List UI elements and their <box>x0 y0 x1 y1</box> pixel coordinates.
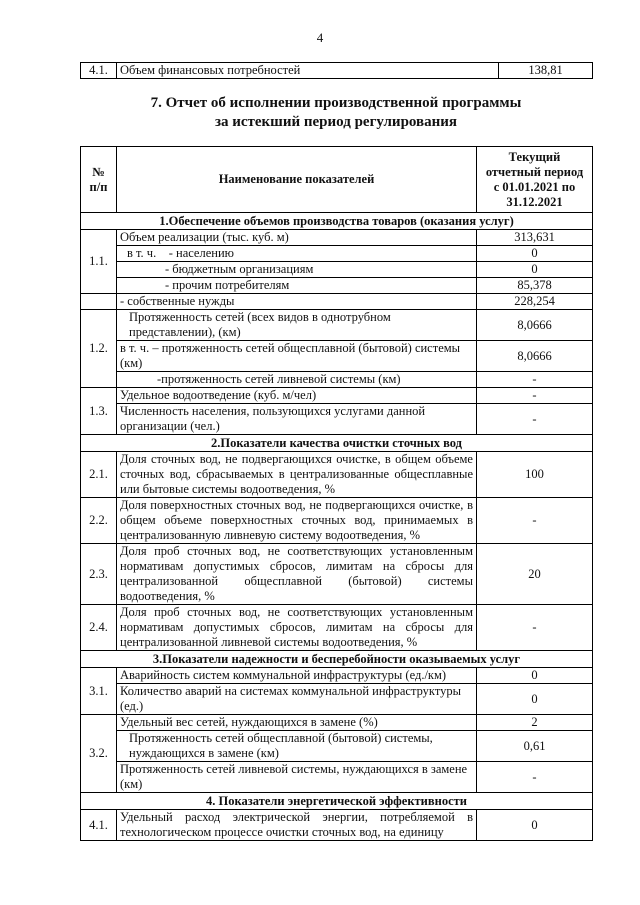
header-name: Наименование показателей <box>117 147 477 213</box>
section-heading <box>80 94 592 132</box>
row-value: 313,631 <box>477 230 593 246</box>
table-row <box>81 310 593 341</box>
row-value: - <box>477 372 593 388</box>
table-row <box>81 262 593 278</box>
row-name: в т. ч. – протяженность сетей общесплавной (бытовой) системы (км) <box>117 341 477 372</box>
table-row <box>81 341 593 372</box>
section-row <box>81 435 593 452</box>
row-number: 2.2. <box>81 498 117 544</box>
table-row <box>81 731 593 762</box>
section-row <box>81 793 593 810</box>
table-row <box>81 544 593 605</box>
row-name: Численность населения, пользующихся услугами данной организации (чел.) <box>117 404 477 435</box>
row-value: 8,0666 <box>477 310 593 341</box>
table-row <box>81 810 593 841</box>
section-row <box>81 651 593 668</box>
row-value: 20 <box>477 544 593 605</box>
header-number-line: № <box>92 164 105 179</box>
row-name: Доля проб сточных вод, не соответствующих установленным нормативам допустимых сбросов, лимитам на сбросы для централизованной ливневой системы водоотведения, % <box>117 605 477 651</box>
row-name: - бюджетным организациям <box>117 262 477 278</box>
row-name: Доля сточных вод, не подвергающихся очистке, в общем объеме сточных вод, сбрасываемых в централизованные общесплавные или бытовые системы водоотведения, % <box>117 452 477 498</box>
row-value: 0 <box>477 810 593 841</box>
header-period-line: отчетный период <box>485 164 584 179</box>
row-name: Протяженность сетей ливневой системы, нуждающихся в замене (км) <box>117 762 477 793</box>
row-name: Доля поверхностных сточных вод, не подвергающихся очистке, в общем объеме поверхностных сточных вод, принимаемых в централизованную ливневую систему водоотведения, % <box>117 498 477 544</box>
row-name: Объем реализации (тыс. куб. м) <box>117 230 477 246</box>
row-name: - собственные нужды <box>117 294 477 310</box>
row-number: 3.1. <box>81 668 117 715</box>
section-title: 4. Показатели энергетической эффективности <box>81 793 593 810</box>
row-value: - <box>477 388 593 404</box>
table-row <box>81 684 593 715</box>
row-number: 2.1. <box>81 452 117 498</box>
row-value: - <box>477 498 593 544</box>
table-row <box>81 605 593 651</box>
row-name: -протяженность сетей ливневой системы (км) <box>117 372 477 388</box>
row-number: 4.1. <box>81 63 117 79</box>
row-value: 100 <box>477 452 593 498</box>
row-value: 0 <box>477 246 593 262</box>
table-row <box>81 715 593 731</box>
row-number: 1.1. <box>81 230 117 294</box>
table-row <box>81 63 593 79</box>
row-number: 3.2. <box>81 715 117 793</box>
row-value: 8,0666 <box>477 341 593 372</box>
header-period-line: 31.12.2021 <box>506 194 563 209</box>
row-value: - <box>477 605 593 651</box>
row-name: Удельное водоотведение (куб. м/чел) <box>117 388 477 404</box>
table-row <box>81 452 593 498</box>
table-row <box>81 762 593 793</box>
table-row <box>81 294 593 310</box>
header-number-line: п/п <box>89 179 108 194</box>
row-number: 4.1. <box>81 810 117 841</box>
section-title: 3.Показатели надежности и бесперебойности оказываемых услуг <box>81 651 593 668</box>
table-row <box>81 388 593 404</box>
financial-needs-table <box>80 62 593 79</box>
row-name: Протяженность сетей общесплавной (бытовой) системы, нуждающихся в замене (км) <box>117 731 477 762</box>
row-value: 0 <box>477 684 593 715</box>
row-number <box>81 294 117 310</box>
row-name: Удельный вес сетей, нуждающихся в замене (%) <box>117 715 477 731</box>
row-value: 138,81 <box>499 63 593 79</box>
row-name: Объем финансовых потребностей <box>117 63 499 79</box>
row-value: 228,254 <box>477 294 593 310</box>
table-row <box>81 498 593 544</box>
row-number: 1.3. <box>81 388 117 435</box>
header-period-line: с 01.01.2021 по <box>493 179 576 194</box>
row-name: Протяженность сетей (всех видов в однотрубном представлении), (км) <box>117 310 477 341</box>
table-row <box>81 404 593 435</box>
header-period <box>477 147 593 213</box>
row-name: Удельный расход электрической энергии, потребляемой в технологическом процессе очистки сточных вод, на единицу <box>117 810 477 841</box>
table-header-row <box>81 147 593 213</box>
table-row <box>81 246 593 262</box>
header-number <box>81 147 117 213</box>
page-number: 4 <box>316 30 324 45</box>
report-table <box>80 146 593 841</box>
heading-line: за истекший период регулирования <box>214 114 458 130</box>
table-row <box>81 278 593 294</box>
row-value: 0 <box>477 262 593 278</box>
row-number: 1.2. <box>81 310 117 388</box>
heading-line: 7. Отчет об исполнении производственной программы <box>150 95 522 111</box>
row-name: в т. ч. - населению <box>117 246 477 262</box>
row-number: 2.3. <box>81 544 117 605</box>
row-value: 85,378 <box>477 278 593 294</box>
row-name: Количество аварий на системах коммунальной инфраструктуры (ед.) <box>117 684 477 715</box>
section-title: 1.Обеспечение объемов производства товаров (оказания услуг) <box>81 213 593 230</box>
table-row <box>81 668 593 684</box>
row-value: - <box>477 404 593 435</box>
section-row <box>81 213 593 230</box>
table-row <box>81 372 593 388</box>
row-value: - <box>477 762 593 793</box>
row-number: 2.4. <box>81 605 117 651</box>
row-name: Доля проб сточных вод, не соответствующих установленным нормативам допустимых сбросов, лимитам на сбросы для централизованной общесплавной (бытовой) системы водоотведения, % <box>117 544 477 605</box>
row-value: 0,61 <box>477 731 593 762</box>
row-name: - прочим потребителям <box>117 278 477 294</box>
section-title: 2.Показатели качества очистки сточных вод <box>81 435 593 452</box>
row-value: 2 <box>477 715 593 731</box>
table-row <box>81 230 593 246</box>
row-name: Аварийность систем коммунальной инфраструктуры (ед./км) <box>117 668 477 684</box>
row-value: 0 <box>477 668 593 684</box>
header-period-line: Текущий <box>508 149 561 164</box>
